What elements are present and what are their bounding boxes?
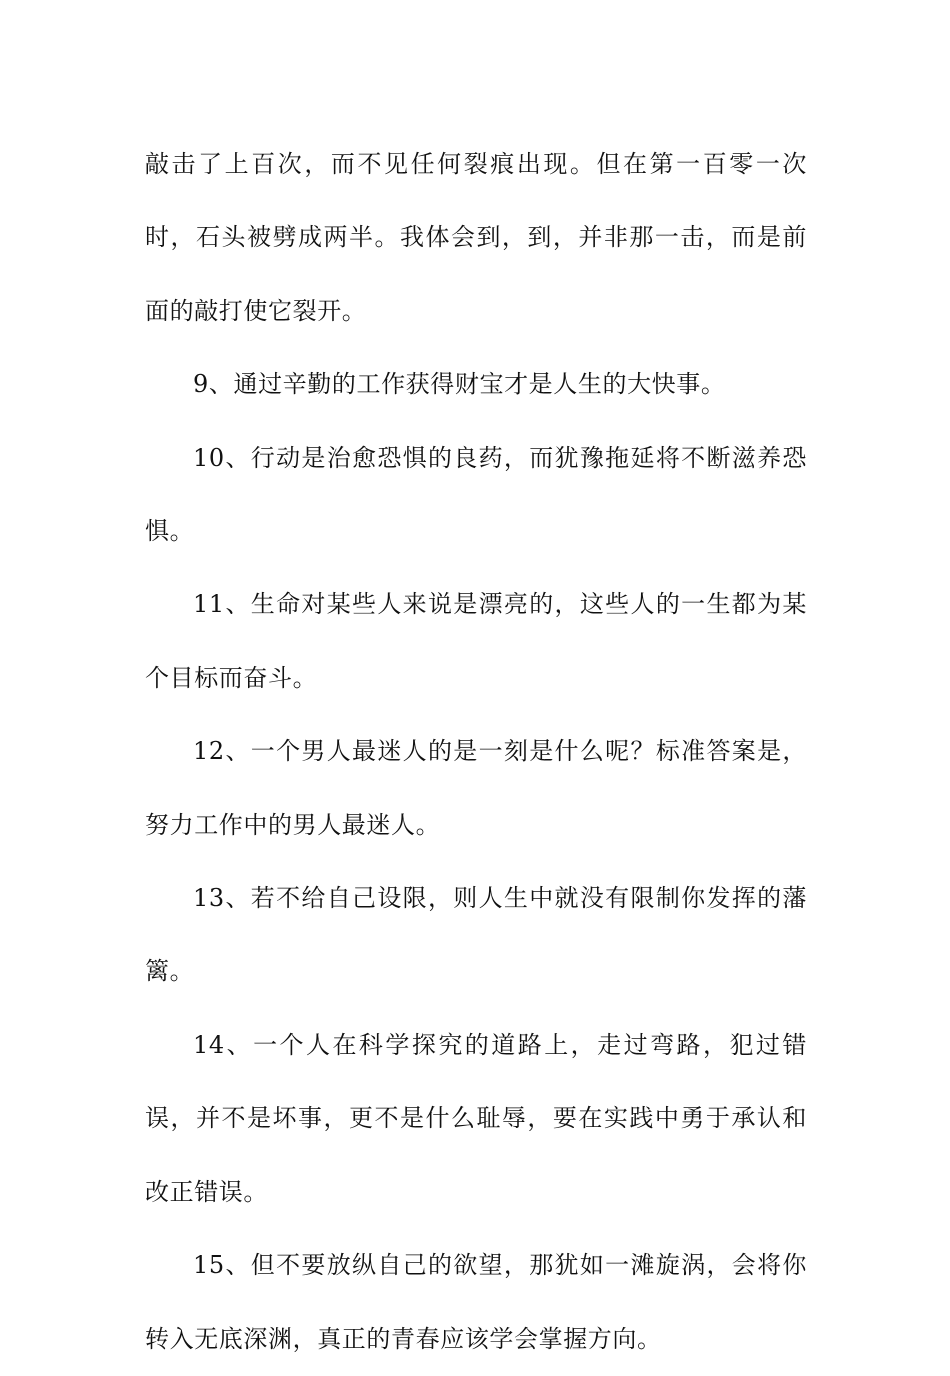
paragraph-item-9: 9、通过辛勤的工作获得财宝才是人生的大快事。: [193, 370, 726, 399]
paragraph-item-12: 12、一个男人最迷人的是一刻是什么呢？标准答案是，努力工作中的男人最迷人。: [145, 737, 807, 839]
paragraph-item-13: 13、若不给自己设限，则人生中就没有限制你发挥的藩篱。: [145, 884, 807, 986]
paragraph-item-11: 11、生命对某些人来说是漂亮的，这些人的一生都为某个目标而奋斗。: [145, 590, 807, 692]
paragraph-continuation: 敲击了上百次，而不见任何裂痕出现。但在第一百零一次时，石头被劈成两半。我体会到，到，并非那一击，而是前面的敲打使它裂开。: [145, 150, 807, 325]
document-body: [145, 128, 807, 1376]
paragraph-item-15: 15、但不要放纵自己的欲望，那犹如一滩旋涡，会将你转入无底深渊，真正的青春应该学会掌握方向。: [145, 1251, 807, 1353]
paragraph-item-14: 14、一个人在科学探究的道路上，走过弯路，犯过错误，并不是坏事，更不是什么耻辱，要在实践中勇于承认和改正错误。: [145, 1030, 807, 1206]
paragraph-item-10: 10、行动是治愈恐惧的良药，而犹豫拖延将不断滋养恐惧。: [145, 443, 807, 546]
